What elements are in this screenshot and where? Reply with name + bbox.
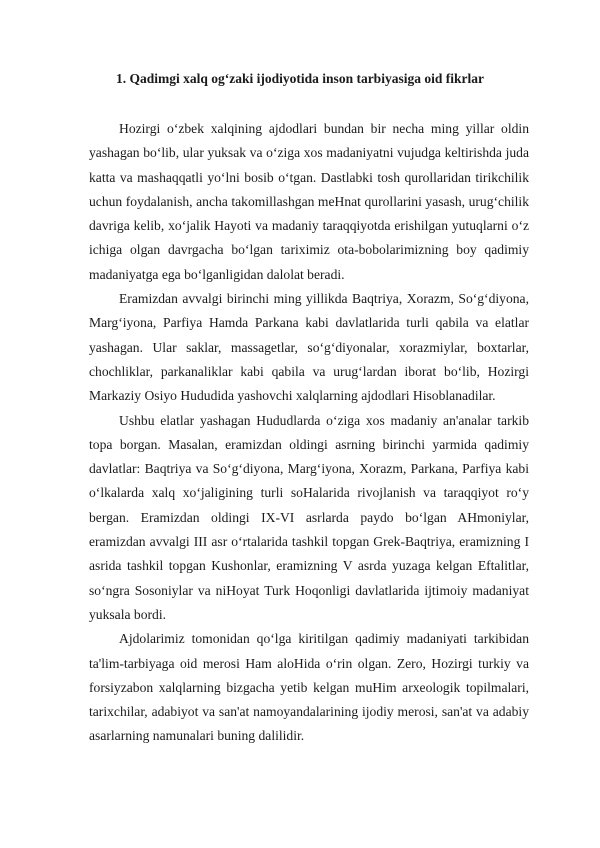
- paragraph-4: Ajdolarimiz tomonidan qo‘lga kiritilgan qadimiy madaniyati tarkibidan ta'lim-tarbiyaga oid merosi Ham aloHida o‘rin olgan. Zero, Hozirgi turkiy va forsiyzabon xalqlarning bizgacha yetib kelgan muHim arxeologik topilmalari, tarixchilar, adabiyot va san'at namoyandalarining ijodiy merosi, san'at va adabiy asarlarning namunalari buning dalilidir.: [89, 631, 529, 744]
- document-title: 1. Qadimgi xalq og‘zaki ijodiyotida inson tarbiyasiga oid fikrlar: [116, 71, 484, 86]
- paragraph-1: Hozirgi o‘zbek xalqining ajdodlari bundan bir necha ming yillar oldin yashagan bo‘lib, ular yuksak va o‘ziga xos madaniyatni vujudga keltirishda juda katta va mashaqqatli yo‘lni bosib o‘tgan. Dastlabki tosh qurollaridan tirikchilik uchun foydalanish, ancha takomillashgan meHnat qurollarini yasash, urug‘chilik davriga kelib, xo‘jalik Hayoti va madaniy taraqqiyotda erishilgan yutuqlarni o‘z ichiga olgan davrgacha bo‘lgan tariximiz ota-bobolarimizning boy qadimiy madaniyatga ega bo‘lganligidan dalolat beradi.: [89, 121, 529, 282]
- paragraph-2: Eramizdan avvalgi birinchi ming yillikda Baqtriya, Xorazm, So‘g‘diyona, Marg‘iyona, Parfiya Hamda Parkana kabi davlatlarida turli qabila va elatlar yashagan. Ular saklar, massagetlar, so‘g‘diyonalar, xorazmiylar, boxtarlar, chochliklar, parkanaliklar kabi qabila va urug‘lardan iborat bo‘lib, Hozirgi Markaziy Osiyo Hududida yashovchi xalqlarning ajdodlari Hisoblanadilar.: [89, 291, 529, 404]
- paragraph-3: Ushbu elatlar yashagan Hududlarda o‘ziga xos madaniy an'analar tarkib topa borgan. Masalan, eramizdan oldingi asrning birinchi yarmida qadimiy davlatlar: Baqtriya va So‘g‘diyona, Marg‘iyona, Xorazm, Parkana, Parfiya kabi o‘lkalarda xalq xo‘jaligining turli soHalarida rivojlanish va taraqqiyot ro‘y bergan. Eramizdan oldingi IX-VI asrlarda paydo bo‘lgan AHmoniylar, eramizdan avvalgi III asr o‘rtalarida tashkil topgan Grek-Baqtriya, eramizning I asrida tashkil topgan Kushonlar, eramizning V asrda yuzaga kelgan Eftalitlar, so‘ngra Sosoniylar va niHoyat Turk Hoqonligi davlatlarida ijtimoiy madaniyat yuksala bordi.: [89, 412, 529, 622]
- document-body: [89, 117, 529, 749]
